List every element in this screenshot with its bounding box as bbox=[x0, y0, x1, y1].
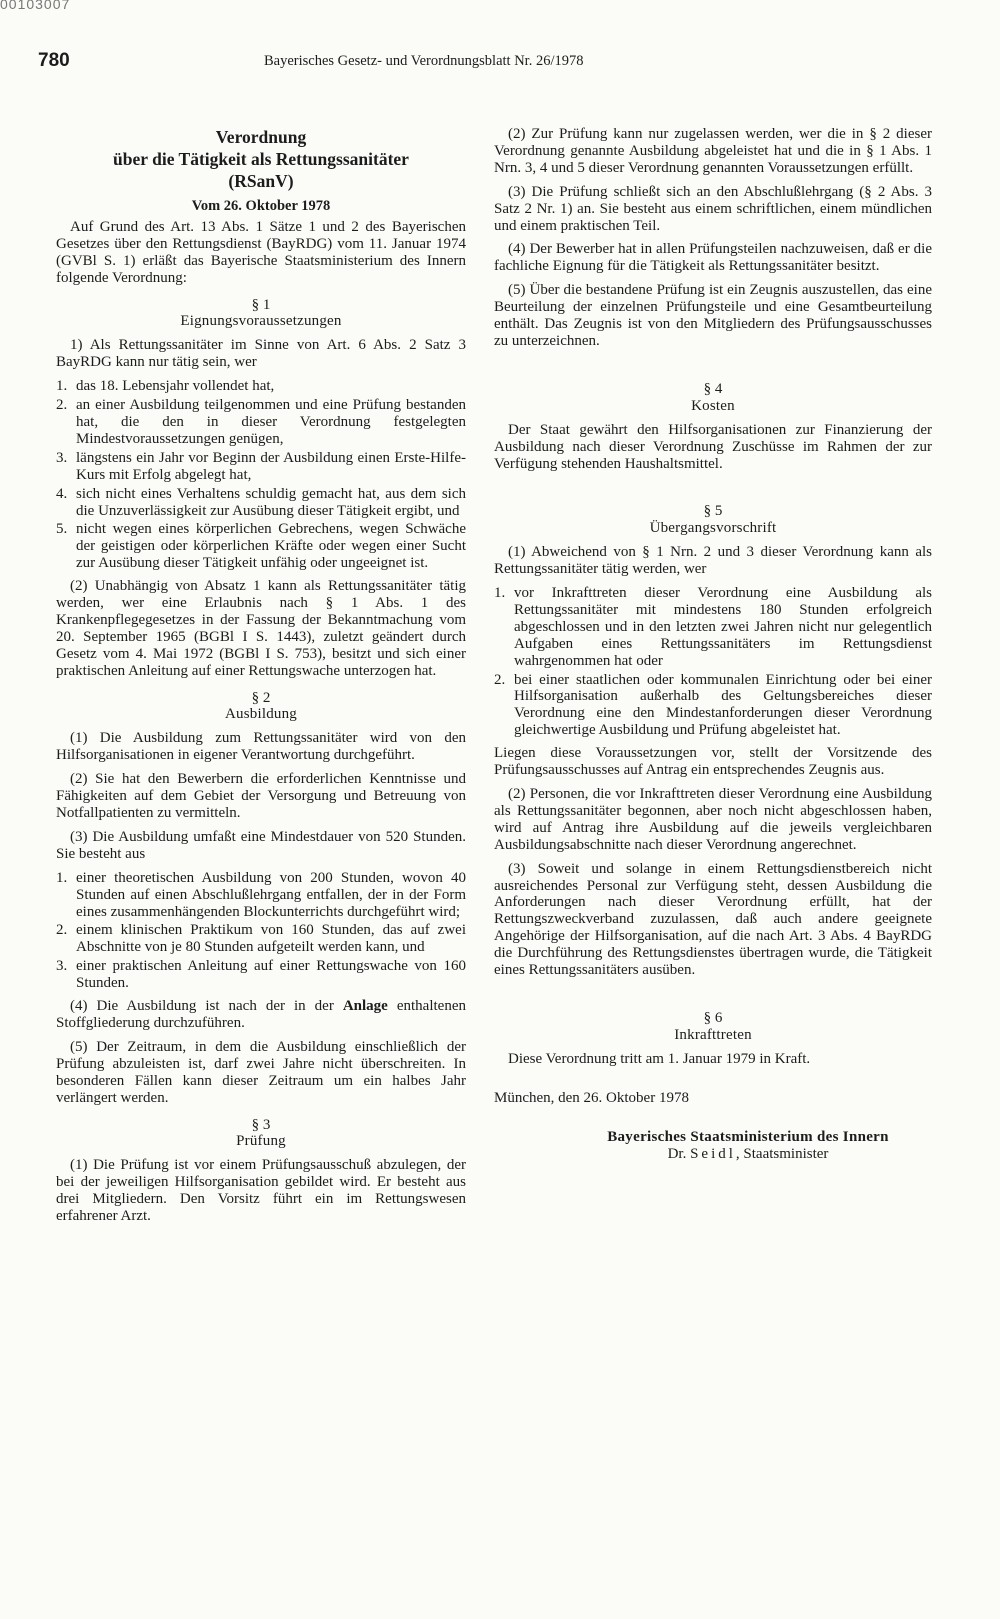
item-number: 1. bbox=[56, 869, 68, 886]
section-5-paragraph-1: (1) Abweichend von § 1 Nrn. 2 und 3 dieser Verordnung kann als Rettungssanitäter tätig werden, wer bbox=[494, 544, 932, 578]
item-text: einer praktischen Anleitung auf einer Rettungswache von 160 Stunden. bbox=[76, 958, 466, 992]
signer-title: Dr. bbox=[667, 1145, 691, 1162]
right-column bbox=[494, 126, 932, 1169]
title-line-3: (RSanV) bbox=[228, 171, 294, 191]
section-2-paragraph-2: (2) Sie hat den Bewerbern die erforderlichen Kenntnisse und Fähigkeiten auf dem Gebiet der Versorgung und Betreuung von Notfallpatienten zu vermitteln. bbox=[56, 771, 466, 821]
list-item bbox=[56, 922, 466, 956]
item-number: 1. bbox=[494, 585, 506, 602]
section-1-heading: Eignungsvoraussetzungen bbox=[180, 313, 342, 330]
item-number: 3. bbox=[56, 958, 68, 975]
section-3-paragraph-4: (4) Der Bewerber hat in allen Prüfungsteilen nachzuweisen, daß er die fachliche Eignung für die Tätigkeit als Rettungssanitäter besitzt. bbox=[494, 241, 932, 275]
section-5-paragraph-2: (2) Personen, die vor Inkrafttreten dieser Verordnung eine Ausbildung als Rettungssanitäter begonnen, aber noch nicht abgeschlossen haben, wird auf Antrag ihre Ausbildung auf die jeweils vergleichbaren Ausbildungsabschnitte nach dieser Verordnung angerechnet. bbox=[494, 786, 932, 853]
section-6-paragraph-1: Diese Verordnung tritt am 1. Januar 1979 in Kraft. bbox=[508, 1050, 811, 1067]
list-item bbox=[56, 486, 466, 520]
section-5-paragraph-1-continuation: Liegen diese Voraussetzungen vor, stellt der Vorsitzende des Prüfungsausschusses auf Antrag ein entsprechendes Zeugnis aus. bbox=[494, 745, 932, 779]
scan-id: 00103007 bbox=[0, 0, 71, 12]
signer-name: Seidl bbox=[690, 1145, 736, 1162]
section-4-paragraph-1: Der Staat gewährt den Hilfsorganisationen zur Finanzierung der Ausbildung nach dieser Verordnung Zuschüsse im Rahmen der zur Verfügung stehenden Haushaltsmittel. bbox=[494, 421, 932, 472]
annex-reference: Anlage bbox=[342, 998, 388, 1015]
item-text: einem klinischen Praktikum von 160 Stunden, das auf zwei Abschnitte von je 80 Stunden aufgeteilt werden kann, und bbox=[76, 922, 466, 956]
section-1-list bbox=[56, 378, 466, 572]
list-item bbox=[494, 585, 932, 670]
section-5-paragraph-3: (3) Soweit und solange in einem Rettungsdienstbereich nicht ausreichendes Personal zur Verfügung steht, dessen Ausbildung die Anforderungen nach dieser Verordnung erfüllt, hat der Rettungszweckverband zuzulassen, daß auch andere geeignete Angehörige der Hilfsorganisation, auf die nach Art. 3 Abs. 4 BayRDG die Durchführung des Rettungsdienstes übertragen wurde, die Tätigkeit eines Rettungssanitäters ausüben. bbox=[494, 860, 932, 979]
list-item bbox=[56, 397, 466, 448]
publication-title: Bayerisches Gesetz- und Verordnungsblatt Nr. 26/1978 bbox=[264, 53, 584, 69]
list-item bbox=[56, 958, 466, 992]
section-2-number: § 2 bbox=[251, 689, 271, 706]
section-2-list bbox=[56, 870, 466, 992]
section-5-number: § 5 bbox=[703, 503, 723, 520]
section-4-number: § 4 bbox=[703, 380, 723, 397]
running-header bbox=[38, 50, 698, 72]
list-item bbox=[56, 450, 466, 484]
section-2-paragraph-3: (3) Die Ausbildung umfaßt eine Mindestdauer von 520 Stunden. Sie besteht aus bbox=[56, 828, 466, 862]
item-text: einer theoretischen Ausbildung von 200 Stunden, wovon 40 Stunden auf einen Abschlußlehrgang entfallen, der in der Form eines zusammenhängenden Blockunterrichts durchgeführt wird; bbox=[76, 869, 466, 920]
section-5-heading: Übergangsvorschrift bbox=[649, 520, 777, 537]
item-text: nicht wegen eines körperlichen Gebrechens, wegen Schwäche der geistigen oder körperlichen Kräfte oder wegen einer Sucht zur Ausübung dieser Tätigkeit unfähig oder ungeeignet ist. bbox=[76, 521, 466, 572]
section-6-number: § 6 bbox=[703, 1009, 723, 1026]
section-3-paragraph-3: (3) Die Prüfung schließt sich an den Abschlußlehrgang (§ 2 Abs. 3 Satz 2 Nr. 1) an. Sie besteht aus einem schriftlichen, einem mündlichen und einem praktischen Teil. bbox=[494, 183, 932, 234]
section-3-paragraph-1: (1) Die Prüfung ist vor einem Prüfungsausschuß abzulegen, der bei der jeweiligen Hilfsorganisation gebildet wird. Er besteht aus drei Mitgliedern. Den Vorsitz führt ein im Rettungswesen erfahrener Arzt. bbox=[56, 1157, 466, 1225]
item-text: bei einer staatlichen oder kommunalen Einrichtung oder bei einer Hilfsorganisation außerhalb des Geltungsbereiches dieser Verordnung eine den Mindestanforderungen dieser Verordnung gleichwertige Ausbildung und Prüfung abgeleistet hat. bbox=[514, 671, 932, 739]
item-number: 2. bbox=[494, 671, 506, 688]
list-item bbox=[56, 870, 466, 921]
section-1-number: § 1 bbox=[251, 296, 271, 313]
item-text: sich nicht eines Verhaltens schuldig gemacht hat, aus dem sich die Unzuverlässigkeit zur Ausübung dieser Tätigkeit ergibt, und bbox=[76, 485, 466, 519]
section-2-heading: Ausbildung bbox=[224, 706, 297, 723]
signer-office: , Staatsminister bbox=[735, 1145, 829, 1162]
item-number: 5. bbox=[56, 521, 68, 538]
item-text: längstens ein Jahr vor Beginn der Ausbildung einen Erste-Hilfe-Kurs mit Erfolg abgelegt hat, bbox=[76, 449, 466, 483]
list-item bbox=[494, 672, 932, 740]
ordinance-date: Vom 26. Oktober 1978 bbox=[191, 198, 331, 214]
section-2-paragraph-1: (1) Die Ausbildung zum Rettungssanitäter wird von den Hilfsorganisationen in eigener Verantwortung durchgeführt. bbox=[56, 730, 466, 764]
item-number: 4. bbox=[56, 485, 68, 502]
section-2-paragraph-4 bbox=[56, 998, 466, 1032]
list-item bbox=[56, 378, 466, 395]
title-line-2: über die Tätigkeit als Rettungssanitäter bbox=[113, 149, 409, 169]
issuing-authority: Bayerisches Staatsministerium des Innern bbox=[607, 1128, 889, 1145]
left-column bbox=[56, 126, 466, 1232]
section-2-paragraph-5: (5) Der Zeitraum, in dem die Ausbildung einschließlich der Prüfung abzuleisten ist, darf zwei Jahre nicht überschreiten. In besonderen Fällen kann dieser Zeitraum um ein halbes Jahr verlängert werden. bbox=[56, 1038, 466, 1106]
section-3-paragraph-2: (2) Zur Prüfung kann nur zugelassen werden, wer die in § 2 dieser Verordnung genannte Ausbildung abgeleistet hat und die in § 1 Abs. 1 Nrn. 3, 4 und 5 dieser Verordnung genannten Voraussetzungen erfüllt. bbox=[494, 126, 932, 176]
section-1-paragraph-2: (2) Unabhängig von Absatz 1 kann als Rettungssanitäter tätig werden, wer eine Erlaubnis nach § 1 Abs. 1 des Krankenpflegegesetzes in der Fassung der Bekanntmachung vom 20. September 1965 (BGBl I S. 1443), zuletzt geändert durch Gesetz vom 4. Mai 1972 (BGBl I S. 753), besitzt und sich einer praktischen Anleitung auf einer Rettungswache unterzogen hat. bbox=[56, 578, 466, 679]
signatory bbox=[564, 1146, 932, 1163]
text-run: (4) Die Ausbildung ist nach der in der bbox=[70, 998, 343, 1015]
section-6-heading: Inkrafttreten bbox=[674, 1026, 752, 1043]
section-1-paragraph-1: 1) Als Rettungssanitäter im Sinne von Art. 6 Abs. 2 Satz 3 BayRDG kann nur tätig sein, wer bbox=[56, 337, 466, 371]
item-number: 2. bbox=[56, 397, 68, 414]
page-number: 780 bbox=[38, 50, 70, 71]
section-3-number: § 3 bbox=[251, 1116, 271, 1133]
section-3-paragraph-5: (5) Über die bestandene Prüfung ist ein Zeugnis auszustellen, das eine Beurteilung der einzelnen Prüfungsteile und eine Gesamtbeurteilung enthält. Das Zeugnis ist von den Mitgliedern des Prüfungsausschusses zu unterzeichnen. bbox=[494, 282, 932, 349]
section-3-heading: Prüfung bbox=[236, 1133, 286, 1150]
section-4-heading: Kosten bbox=[691, 397, 735, 414]
ordinance-title bbox=[56, 126, 466, 192]
item-number: 1. bbox=[56, 378, 68, 395]
item-text: an einer Ausbildung teilgenommen und eine Prüfung bestanden hat, die den in dieser Verordnung festgelegten Mindestvoraussetzungen genügen, bbox=[76, 397, 466, 447]
list-item bbox=[56, 521, 466, 572]
section-5-list bbox=[494, 585, 932, 739]
preamble: Auf Grund des Art. 13 Abs. 1 Sätze 1 und 2 des Bayerischen Gesetzes über den Rettungsdienst (BayRDG) vom 11. Januar 1974 (GVBl S. 1) erläßt das Bayerische Staatsministerium des Innern folgende Verordnung: bbox=[56, 218, 466, 286]
text-run: enthaltenen Stoffgliederung durchzuführen. bbox=[56, 998, 466, 1031]
item-number: 2. bbox=[56, 922, 68, 939]
title-line-1: Verordnung bbox=[215, 127, 307, 147]
item-text: vor Inkrafttreten dieser Verordnung eine Ausbildung als Rettungssanitäter mit mindestens 180 Stunden erfolgreich abgeschlossen und in den letzten zwei Jahren nicht nur gelegentlich Aufgaben eines Rettungssanitäters im Rettungsdienst wahrgenommen hat oder bbox=[514, 585, 932, 669]
place-and-date: München, den 26. Oktober 1978 bbox=[494, 1089, 689, 1106]
item-number: 3. bbox=[56, 449, 68, 466]
item-text: das 18. Lebensjahr vollendet hat, bbox=[76, 378, 275, 395]
